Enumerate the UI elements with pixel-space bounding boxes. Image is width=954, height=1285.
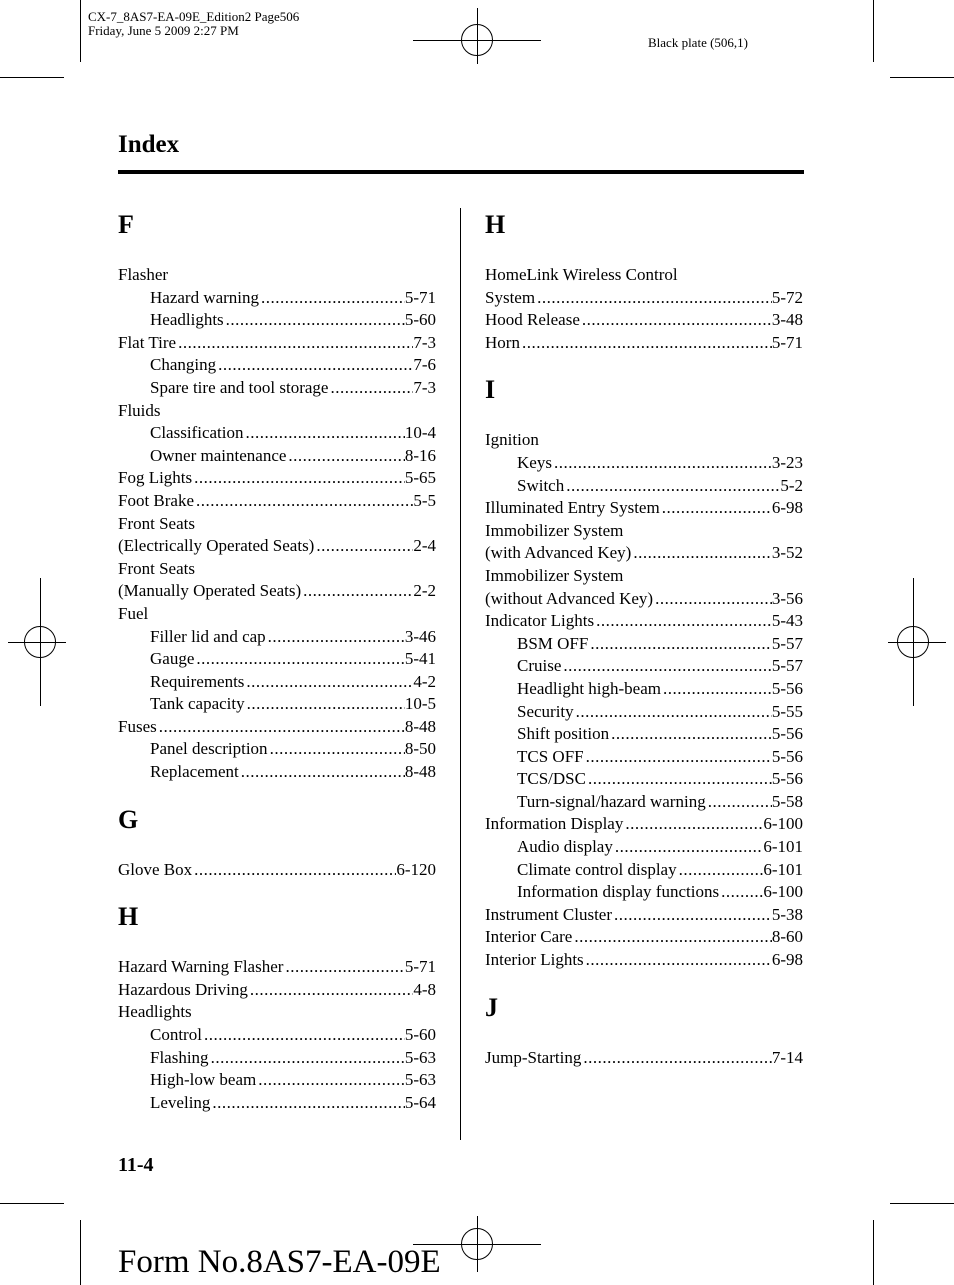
entry-page: 10-4 (404, 423, 436, 443)
entry-page: 5-57 (771, 656, 803, 676)
entry-page: 5-56 (771, 724, 803, 744)
page-number: 11-4 (118, 1154, 154, 1176)
entry-text: HomeLink Wireless Control (485, 265, 678, 284)
dot-leader (194, 648, 404, 671)
entry-page: 5-71 (404, 287, 436, 307)
dot-leader (631, 542, 771, 565)
entry-page: 8-60 (771, 927, 803, 947)
entry-text: Security (517, 701, 574, 721)
dot-leader (286, 445, 404, 468)
entry-page: 5-41 (404, 649, 436, 669)
dot-leader (192, 859, 396, 882)
entry-page: 6-98 (771, 950, 803, 970)
dot-leader (653, 588, 772, 611)
entry-page: 5-63 (404, 1070, 436, 1090)
entry-text: Interior Care (485, 927, 573, 947)
entry-page: 8-16 (404, 445, 436, 465)
dot-leader (612, 904, 772, 927)
index-entry (485, 904, 803, 927)
entry-text: Spare tire and tool storage (150, 377, 329, 397)
dot-leader (572, 926, 772, 949)
dot-leader (210, 1092, 404, 1115)
entry-page: 5-2 (780, 475, 803, 495)
entry-text: Cruise (517, 656, 562, 676)
entry-page: 3-46 (404, 626, 436, 646)
index-subentry (118, 377, 436, 400)
entry-page: 5-64 (404, 1092, 436, 1112)
entry-text: Replacement (150, 762, 239, 782)
dot-leader (584, 746, 772, 769)
entry-page: 5-71 (404, 957, 436, 977)
index-subentry (118, 738, 436, 761)
index-entry (485, 429, 803, 452)
dot-leader (259, 287, 405, 310)
dot-leader (581, 1047, 771, 1070)
dot-leader (535, 287, 772, 310)
entry-page: 5-56 (771, 678, 803, 698)
entry-page: 5-72 (771, 287, 803, 307)
entry-text: (with Advanced Key) (485, 543, 632, 563)
index-section (118, 902, 436, 1114)
index-entry (118, 603, 436, 626)
entry-text: Instrument Cluster (485, 904, 613, 924)
entry-page: 6-98 (771, 498, 803, 518)
entry-text: Fog Lights (118, 468, 193, 488)
dot-leader (706, 791, 772, 814)
entry-text: Information display functions (517, 882, 720, 902)
dot-leader (216, 354, 413, 377)
entry-text: High-low beam (150, 1070, 257, 1090)
entry-text: Information Display (485, 814, 624, 834)
index-subentry (118, 761, 436, 784)
dot-leader (202, 1024, 405, 1047)
dot-leader (239, 761, 405, 784)
entry-text: Flat Tire (118, 332, 177, 352)
entry-page: 3-56 (771, 588, 803, 608)
entry-page: 10-5 (404, 694, 436, 714)
entry-text: Changing (150, 355, 217, 375)
entry-text: Immobilizer System (485, 565, 624, 585)
entry-text: Interior Lights (485, 950, 584, 970)
index-entry (485, 949, 803, 972)
entry-text: Audio display (517, 837, 613, 857)
entry-page: 5-58 (771, 791, 803, 811)
index-subentry (118, 309, 436, 332)
dot-leader (661, 678, 772, 701)
dot-leader (301, 580, 413, 603)
dot-leader (266, 626, 405, 649)
dot-leader (623, 813, 763, 836)
entry-text: Leveling (150, 1092, 211, 1112)
entry-page: 7-3 (413, 377, 436, 397)
entry-text: Headlights (118, 1002, 192, 1022)
index-entry (485, 1047, 803, 1070)
entry-text: Fuses (118, 716, 157, 736)
index-section (485, 993, 803, 1070)
index-subentry (118, 354, 436, 377)
index-entry (118, 400, 436, 423)
entry-page: 5-71 (771, 332, 803, 352)
column-divider (460, 208, 461, 1140)
entry-page: 5-56 (771, 746, 803, 766)
entry-page: 5-57 (771, 633, 803, 653)
dot-leader (243, 422, 404, 445)
dot-leader (283, 956, 404, 979)
entry-text: Glove Box (118, 859, 193, 879)
dot-leader (224, 309, 405, 332)
entry-text: Indicator Lights (485, 611, 595, 631)
dot-leader (564, 475, 780, 498)
plate-label: Black plate (506,1) (648, 35, 748, 50)
index-entry (118, 264, 436, 287)
section-letter: F (118, 210, 134, 239)
dot-leader (192, 467, 405, 490)
dot-leader (588, 633, 771, 656)
entry-text: Panel description (150, 739, 268, 759)
dot-leader (574, 701, 772, 724)
form-number: Form No.8AS7-EA-09E (118, 1244, 441, 1280)
entry-page: 5-5 (413, 490, 436, 510)
entry-text: Classification (150, 423, 244, 443)
index-entry (118, 979, 436, 1002)
title-rule (118, 170, 804, 174)
index-subentry (118, 1024, 436, 1047)
entry-text: Headlights (150, 310, 224, 330)
entry-page: 6-101 (763, 859, 803, 879)
entry-page: 3-23 (771, 452, 803, 472)
entry-page: 3-48 (771, 310, 803, 330)
dot-leader (594, 610, 772, 633)
index-entry (118, 580, 436, 603)
dot-leader (561, 655, 771, 678)
entry-page: 2-4 (413, 536, 436, 556)
file-name-line: CX-7_8AS7-EA-09E_Edition2 Page506 (88, 9, 300, 24)
index-subentry (485, 452, 803, 475)
dot-leader (245, 693, 405, 716)
dot-leader (677, 859, 764, 882)
entry-text: Flasher (118, 265, 169, 284)
dot-leader (660, 497, 772, 520)
index-entry (485, 926, 803, 949)
print-date-line: Friday, June 5 2009 2:27 PM (88, 23, 239, 38)
entry-text: Foot Brake (118, 490, 195, 510)
dot-leader (248, 979, 414, 1002)
index-entry (118, 956, 436, 979)
index-entry (485, 309, 803, 332)
index-entry (485, 813, 803, 836)
index-entry (485, 497, 803, 520)
index-entry (485, 264, 803, 287)
index-entry (118, 859, 436, 882)
index-subentry (485, 791, 803, 814)
section-letter: H (118, 902, 139, 932)
index-subentry (485, 723, 803, 746)
dot-leader (244, 671, 413, 694)
index-subentry (118, 1092, 436, 1115)
entry-text: Hood Release (485, 310, 580, 330)
dot-leader (328, 377, 413, 400)
entry-text: Ignition (485, 430, 539, 450)
index-subentry (118, 287, 436, 310)
entry-text: Control (150, 1025, 202, 1045)
index-subentry (118, 671, 436, 694)
entry-page: 7-3 (413, 332, 436, 352)
index-entry (485, 542, 803, 565)
entry-page: 6-101 (763, 837, 803, 857)
entry-text: Horn (485, 332, 520, 352)
dot-leader (194, 490, 413, 513)
entry-page: 8-50 (404, 739, 436, 759)
entry-text: Switch (517, 475, 565, 495)
entry-page: 7-6 (413, 355, 436, 375)
entry-page: 6-120 (396, 859, 436, 879)
entry-text: Filler lid and cap (150, 626, 266, 646)
index-entry (118, 490, 436, 513)
dot-leader (586, 768, 772, 791)
entry-page: 3-52 (771, 543, 803, 563)
index-subentry (118, 693, 436, 716)
index-entry (485, 520, 803, 543)
index-entry (485, 588, 803, 611)
index-subentry (118, 626, 436, 649)
entry-text: System (485, 287, 536, 307)
dot-leader (157, 716, 405, 739)
index-subentry (485, 678, 803, 701)
entry-text: Tank capacity (150, 694, 245, 714)
entry-text: Hazardous Driving (118, 979, 248, 999)
dot-leader (609, 723, 772, 746)
entry-text: Front Seats (118, 558, 195, 578)
index-subentry (485, 475, 803, 498)
index-section (485, 210, 803, 354)
entry-text: Front Seats (118, 513, 195, 533)
entry-page: 5-65 (404, 468, 436, 488)
dot-leader (520, 332, 772, 355)
index-section (118, 210, 436, 784)
index-right-column (485, 210, 803, 1090)
entry-page: 4-8 (413, 979, 436, 999)
index-subentry (118, 1069, 436, 1092)
entry-page: 5-60 (404, 310, 436, 330)
entry-page: 8-48 (404, 762, 436, 782)
entry-page: 7-14 (771, 1047, 803, 1067)
entry-text: Fuel (118, 603, 149, 623)
entry-text: Turn-signal/hazard warning (517, 791, 706, 811)
index-entry (118, 332, 436, 355)
entry-text: Fluids (118, 400, 161, 420)
entry-text: BSM OFF (517, 633, 589, 653)
entry-text: Hazard warning (150, 287, 260, 307)
dot-leader (256, 1069, 405, 1092)
entry-page: 2-2 (413, 581, 436, 601)
index-left-column (118, 210, 436, 1135)
entry-text: (Manually Operated Seats) (118, 581, 302, 601)
entry-text: TCS OFF (517, 746, 584, 766)
entry-text: TCS/DSC (517, 769, 586, 789)
index-subentry (485, 836, 803, 859)
index-subentry (118, 1047, 436, 1070)
entry-text: Headlight high-beam (517, 678, 661, 698)
section-letter: H (485, 210, 506, 239)
index-entry (118, 467, 436, 490)
dot-leader (613, 836, 763, 859)
entry-page: 5-55 (771, 701, 803, 721)
index-entry (118, 513, 436, 536)
section-letter: G (118, 804, 139, 834)
index-entry (118, 535, 436, 558)
entry-page: 5-63 (404, 1047, 436, 1067)
entry-text: Flashing (150, 1047, 209, 1067)
entry-page: 6-100 (763, 882, 803, 902)
entry-page: 6-100 (763, 814, 803, 834)
entry-page: 5-38 (771, 904, 803, 924)
index-entry (118, 1001, 436, 1024)
index-subentry (485, 633, 803, 656)
entry-text: Illuminated Entry System (485, 498, 660, 518)
section-letter: J (485, 992, 498, 1022)
dot-leader (176, 332, 413, 355)
dot-leader (552, 452, 772, 475)
dot-leader (314, 535, 413, 558)
index-entry (485, 565, 803, 588)
entry-text: Owner maintenance (150, 445, 287, 465)
index-subentry (118, 648, 436, 671)
index-subentry (118, 445, 436, 468)
index-entry (118, 716, 436, 739)
index-section (118, 805, 436, 882)
entry-page: 8-48 (404, 716, 436, 736)
dot-leader (209, 1047, 405, 1070)
index-entry (118, 558, 436, 581)
entry-text: Shift position (517, 724, 610, 744)
dot-leader (268, 738, 405, 761)
index-subentry (485, 859, 803, 882)
entry-page: 5-60 (404, 1025, 436, 1045)
index-subentry (485, 768, 803, 791)
entry-text: Requirements (150, 671, 245, 691)
entry-text: Keys (517, 452, 552, 472)
index-entry (485, 332, 803, 355)
section-letter: I (485, 375, 496, 405)
entry-text: (without Advanced Key) (485, 588, 654, 608)
entry-text: (Electrically Operated Seats) (118, 536, 315, 556)
page-title: Index (118, 131, 180, 158)
entry-text: Immobilizer System (485, 520, 624, 540)
dot-leader (719, 881, 763, 904)
index-subentry (485, 701, 803, 724)
entry-page: 4-2 (413, 671, 436, 691)
index-subentry (485, 746, 803, 769)
index-entry (485, 287, 803, 310)
index-subentry (485, 655, 803, 678)
dot-leader (580, 309, 772, 332)
entry-text: Gauge (150, 649, 195, 669)
entry-page: 5-56 (771, 769, 803, 789)
index-subentry (118, 422, 436, 445)
index-entry (485, 610, 803, 633)
index-subentry (485, 881, 803, 904)
entry-text: Climate control display (517, 859, 677, 879)
entry-text: Hazard Warning Flasher (118, 957, 284, 977)
entry-page: 5-43 (771, 611, 803, 631)
index-section (485, 375, 803, 971)
entry-text: Jump-Starting (485, 1047, 582, 1067)
dot-leader (584, 949, 772, 972)
